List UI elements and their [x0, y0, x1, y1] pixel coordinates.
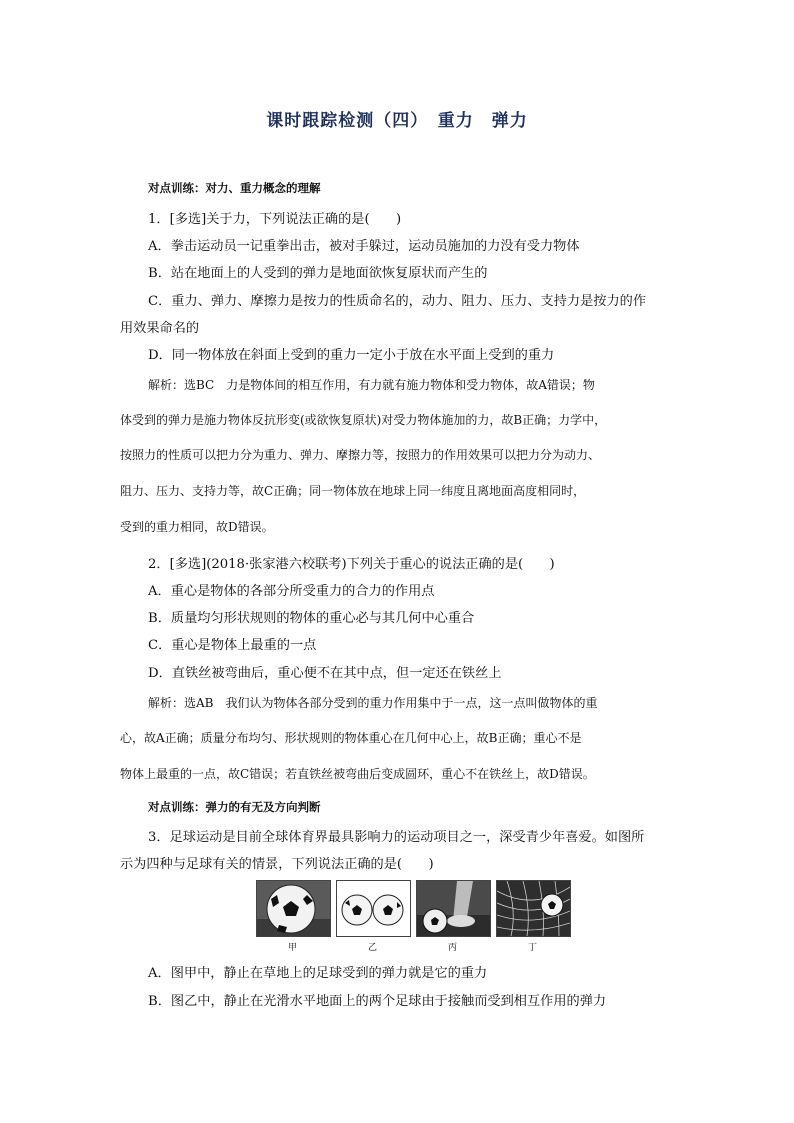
question-3-option-b: B．图乙中，静止在光滑水平地面上的两个足球由于接触而受到相互作用的弹力 [148, 994, 607, 1009]
ball-in-net-image [497, 881, 570, 936]
question-1-option-c-cont: 用效果命名的 [120, 321, 200, 336]
answer-2-line: 解析：选AB 我们认为物体各部分受到的重力作用集中于一点，这一点叫做物体的重 [148, 696, 598, 710]
figure-caption-jia: 甲 [287, 943, 297, 953]
figure-caption-bing: 丙 [447, 943, 457, 953]
figure-strip [256, 880, 576, 936]
section-heading: 对点训练：对力、重力概念的理解 [148, 181, 321, 195]
answer-2-line: 心，故A正确；质量分布均匀、形状规则的物体重心在几何中心上，故B正确；重心不是 [120, 731, 582, 745]
answer-2-line: 物体上最重的一点，故C错误；若直铁丝被弯曲后变成圆环，重心不在铁丝上，故D错误。 [120, 767, 595, 781]
figure-yi [336, 880, 411, 937]
question-3-stem: 3．足球运动是目前全球体育界最具影响力的运动项目之一，深受青少年喜爱。如图所 [148, 830, 645, 845]
question-2-option-d: D．直铁丝被弯曲后，重心便不在其中点，但一定还在铁丝上 [148, 666, 502, 681]
question-2-option-b: B．质量均匀形状规则的物体的重心必与其几何中心重合 [148, 611, 475, 626]
page-title: 课时跟踪检测（四） 重力 弹力 [266, 111, 528, 131]
figure-jia [256, 880, 331, 937]
question-3-option-a: A．图甲中，静止在草地上的足球受到的弹力就是它的重力 [148, 966, 488, 981]
question-3-stem-cont: 示为四种与足球有关的情景，下列说法正确的是( ) [120, 857, 434, 872]
two-soccer-balls-image [337, 881, 410, 936]
section-heading: 对点训练：弹力的有无及方向判断 [148, 800, 321, 814]
question-1-option-b: B．站在地面上的人受到的弹力是地面欲恢复原状而产生的 [148, 266, 488, 281]
answer-1-line: 体受到的弹力是施力物体反抗形变(或欲恢复原状)对受力物体施加的力，故B正确；力学中， [120, 413, 607, 427]
answer-1-line: 按照力的性质可以把力分为重力、弹力、摩擦力等，按照力的作用效果可以把力分为动力、 [120, 448, 601, 462]
question-2-stem: 2．[多选](2018·张家港六校联考)下列关于重心的说法正确的是( ) [148, 557, 555, 572]
question-1-option-d: D．同一物体放在斜面上受到的重力一定小于放在水平面上受到的重力 [148, 348, 555, 363]
figure-caption-yi: 乙 [367, 943, 377, 953]
soccer-ball-on-grass-image [257, 881, 330, 936]
answer-1-line: 受到的重力相同，故D错误。 [120, 520, 274, 534]
question-1-option-a: A．拳击运动员一记重拳出击，被对手躲过，运动员施加的力没有受力物体 [148, 239, 580, 254]
figure-bing [416, 880, 491, 937]
question-2-option-c: C．重心是物体上最重的一点 [148, 638, 317, 653]
question-2-option-a: A．重心是物体的各部分所受重力的合力的作用点 [148, 584, 435, 599]
figure-caption-ding: 丁 [527, 943, 537, 953]
ball-kicked-image [417, 881, 490, 936]
question-1-option-c: C．重力、弹力、摩擦力是按力的性质命名的，动力、阻力、压力、支持力是按力的作 [148, 294, 647, 309]
question-1-stem: 1．[多选]关于力，下列说法正确的是( ) [148, 212, 402, 227]
answer-1-line: 阻力、压力、支持力等，故C正确；同一物体放在地球上同一纬度且离地面高度相同时， [120, 484, 586, 498]
answer-1-line: 解析：选BC 力是物体间的相互作用，有力就有施力物体和受力物体，故A错误；物 [148, 378, 595, 392]
figure-ding [496, 880, 571, 937]
